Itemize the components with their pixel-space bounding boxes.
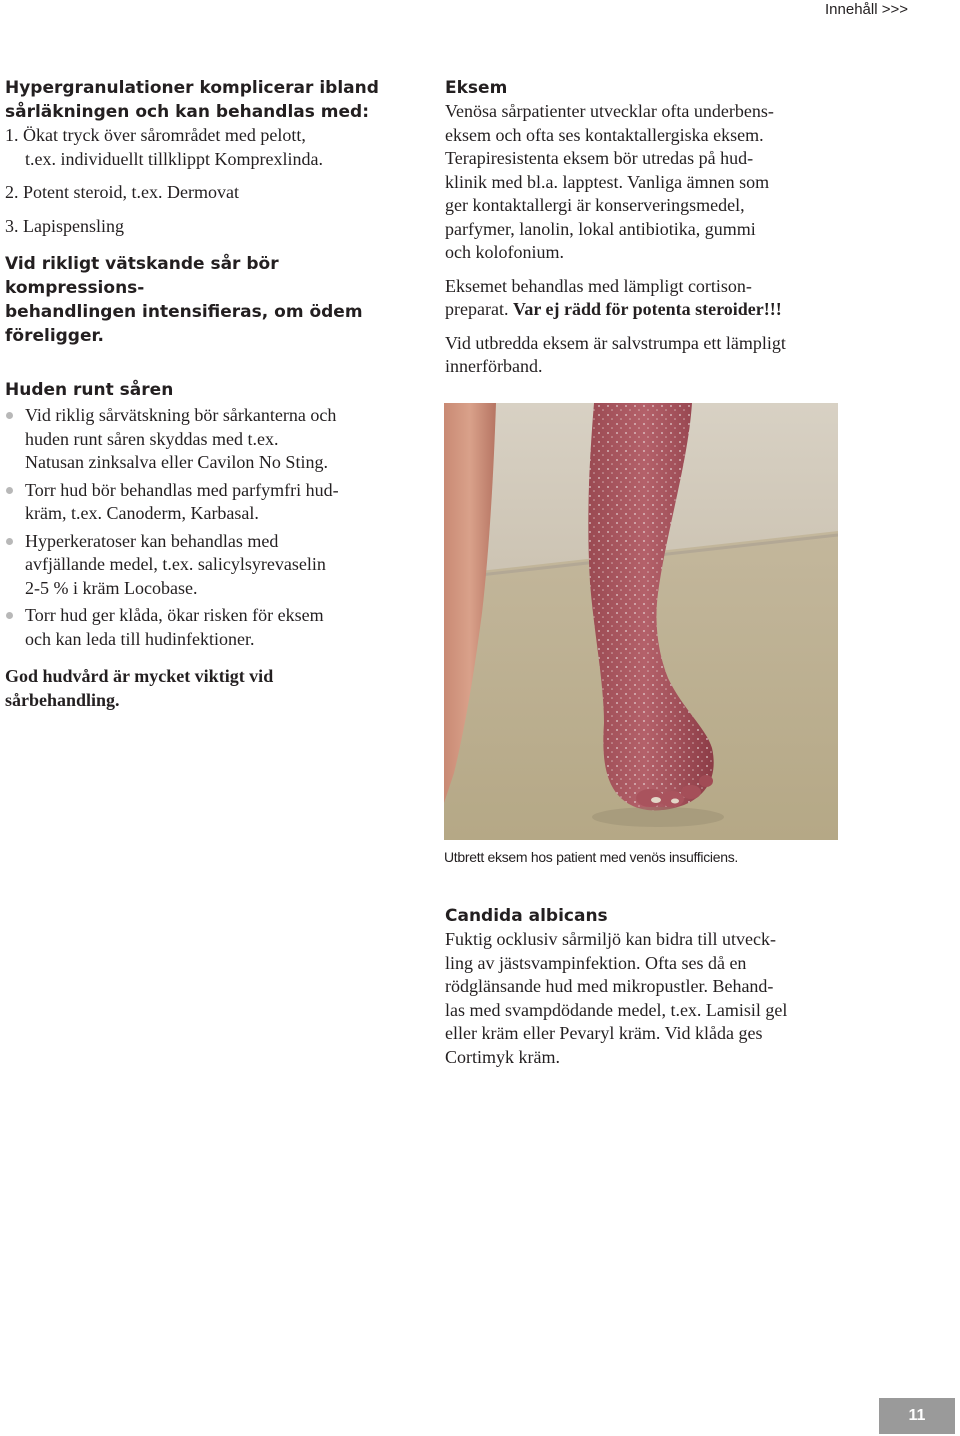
eczema-leg-illustration — [444, 403, 838, 840]
eksem-p3-line-1: Vid utbredda eksem är salvstrumpa ett lämpligt — [445, 332, 786, 353]
bullet-dot-icon — [6, 487, 13, 494]
candida-line: las med svampdödande medel, t.ex. Lamisil gel — [445, 999, 788, 1020]
eksem-paragraph-3 — [445, 332, 837, 379]
eksem-paragraph-2 — [445, 275, 837, 322]
compression-note-line-1: Vid rikligt vätskande sår bör kompressions- — [5, 254, 279, 298]
eksem-p1-line: parfymer, lanolin, lokal antibiotika, gummi — [445, 218, 756, 239]
bullet-line: 2-5 % i kräm Locobase. — [25, 577, 198, 598]
bullet-line: Natusan zinksalva eller Cavilon No Sting. — [25, 452, 328, 472]
bullet-item — [5, 404, 397, 475]
bullet-line: avfjällande medel, t.ex. salicylsyrevaselin — [25, 554, 326, 574]
left-column — [5, 76, 397, 712]
compression-note-line-3: föreligger. — [5, 326, 104, 346]
page-number-badge — [879, 1398, 955, 1434]
candida-line: rödglänsande hud med mikropustler. Behand- — [445, 976, 774, 996]
page-number: 11 — [908, 1407, 926, 1424]
bullet-dot-icon — [6, 538, 13, 545]
huden-runt-saren-heading: Huden runt såren — [5, 380, 174, 400]
compression-note — [5, 252, 397, 348]
eksem-p1-line: Venösa sårpatienter utvecklar ofta underbens- — [445, 101, 774, 121]
bullet-item — [5, 479, 397, 526]
treatment-item-2: 2. Potent steroid, t.ex. Dermovat — [5, 182, 239, 202]
bullet-line: kräm, t.ex. Canoderm, Karbasal. — [25, 503, 259, 523]
eksem-p2-line-2 — [445, 298, 837, 322]
bullet-line: Torr hud ger klåda, ökar risken för eksem — [25, 605, 324, 625]
eksem-p1-line: ger kontaktallergi är konserveringsmedel, — [445, 195, 745, 215]
candida-line: eller kräm eller Pevaryl kräm. Vid klåda ges — [445, 1023, 763, 1043]
eksem-p2-line-1: Eksemet behandlas med lämpligt cortison- — [445, 275, 752, 296]
eksem-p3-line-2: innerförband. — [445, 356, 543, 376]
god-hudvard-line-2: sårbehandling. — [5, 689, 120, 710]
photo-caption: Utbrett eksem hos patient med venös insufficiens. — [444, 849, 738, 865]
candida-section — [445, 904, 837, 1069]
candida-line: ling av jästsvampinfektion. Ofta ses då en — [445, 952, 747, 973]
eczema-leg-photo — [444, 403, 838, 840]
bullet-line: och kan leda till hudinfektioner. — [25, 628, 255, 649]
candida-line: Fuktig ocklusiv sårmiljö kan bidra till utveck- — [445, 929, 776, 949]
eksem-p1-line: eksem och ofta ses kontaktallergiska eksem. — [445, 124, 764, 145]
candida-line: Cortimyk kräm. — [445, 1046, 560, 1067]
bullet-line: Hyperkeratoser kan behandlas med — [25, 530, 279, 551]
candida-heading: Candida albicans — [445, 906, 608, 926]
eksem-p1-line: Terapiresistenta eksem bör utredas på hud- — [445, 148, 754, 168]
eksem-p1-line: och kolofonium. — [445, 242, 564, 262]
god-hudvard-note — [5, 665, 397, 712]
treatment-item-1-line-1: 1. Ökat tryck över sårområdet med pelott, — [5, 125, 306, 145]
skin-care-bullet-list — [5, 404, 397, 651]
eksem-p2-plain-text: preparat. — [445, 299, 513, 319]
bullet-dot-icon — [6, 612, 13, 619]
treatment-item-1-line-2: t.ex. individuellt tillklippt Komprexlinda. — [25, 148, 323, 169]
contents-link[interactable]: Innehåll >>> — [825, 1, 908, 18]
treatment-item-3: 3. Lapispensling — [5, 215, 124, 236]
bullet-line: huden runt såren skyddas med t.ex. — [25, 428, 279, 449]
right-column — [445, 76, 837, 379]
bullet-item — [5, 530, 397, 601]
hypergranulation-heading-line-1: Hypergranulationer komplicerar ibland — [5, 78, 379, 98]
bullet-dot-icon — [6, 412, 13, 419]
bullet-line: Vid riklig sårvätskning bör sårkanterna och — [25, 405, 337, 425]
bullet-item — [5, 604, 397, 651]
steroid-warning: Var ej rädd för potenta steroider!!! — [512, 299, 782, 319]
hypergranulation-heading-line-2: sårläkningen och kan behandlas med: — [5, 102, 369, 122]
eksem-p1-line: klinik med bl.a. lapptest. Vanliga ämnen som — [445, 171, 770, 192]
eksem-heading: Eksem — [445, 78, 508, 98]
compression-note-line-2: behandlingen intensifieras, om ödem — [5, 302, 363, 322]
eksem-paragraph-1 — [445, 100, 837, 265]
bullet-line: Torr hud bör behandlas med parfymfri hud- — [25, 479, 339, 500]
god-hudvard-line-1: God hudvård är mycket viktigt vid — [5, 666, 274, 686]
